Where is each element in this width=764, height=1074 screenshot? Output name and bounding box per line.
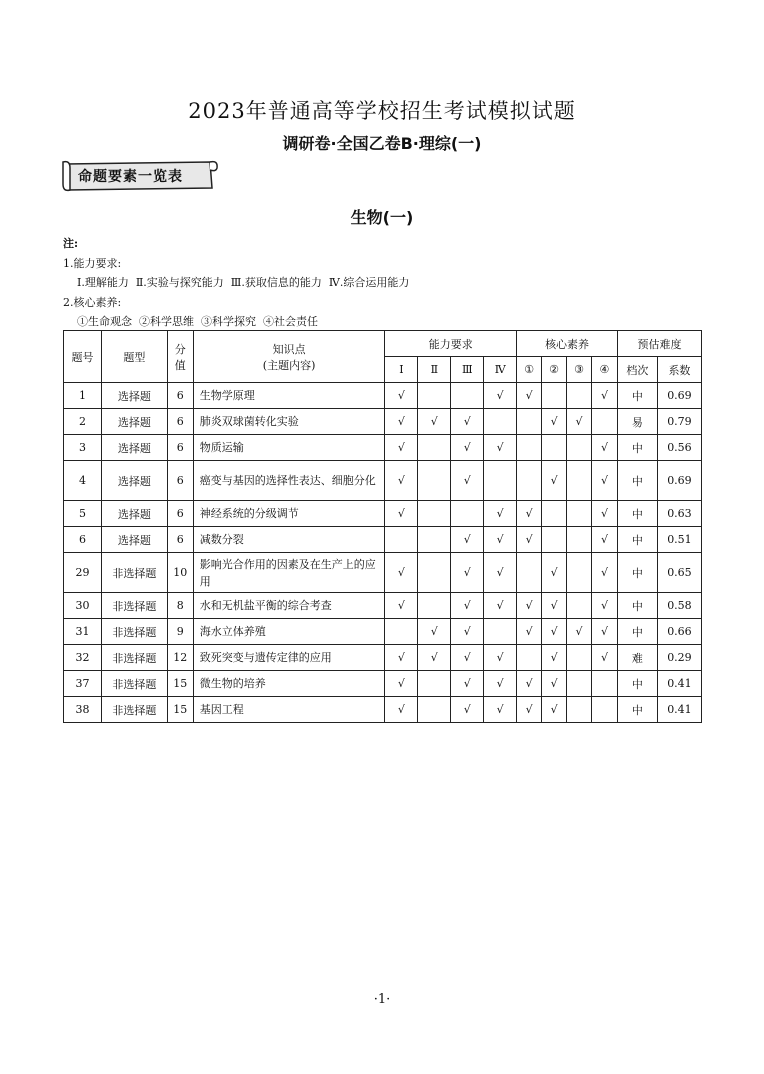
cell-coef: 0.69 (657, 461, 701, 501)
cell-core-2: √ (542, 461, 567, 501)
cell-core-1: √ (517, 383, 542, 409)
cell-num: 37 (64, 671, 102, 697)
cell-topic: 致死突变与遗传定律的应用 (193, 645, 385, 671)
ability-items: Ⅰ.理解能力 Ⅱ.实验与探究能力 Ⅲ.获取信息的能力 Ⅳ.综合运用能力 (77, 276, 410, 289)
cell-coef: 0.41 (657, 697, 701, 723)
header-topic-line2: (主题内容) (262, 358, 316, 372)
core-items: ①生命观念 ②科学思维 ③科学探究 ④社会责任 (77, 315, 318, 328)
cell-core-2 (542, 527, 567, 553)
cell-ability-4 (484, 619, 517, 645)
cell-ability-1 (385, 527, 418, 553)
cell-ability-2: √ (418, 409, 451, 435)
cell-ability-1: √ (385, 409, 418, 435)
cell-ability-4: √ (484, 593, 517, 619)
cell-ability-1: √ (385, 383, 418, 409)
header-ability-1: Ⅰ (385, 357, 418, 383)
cell-ability-3: √ (451, 435, 484, 461)
cell-ability-3: √ (451, 697, 484, 723)
table-row (64, 671, 702, 697)
cell-core-2: √ (542, 619, 567, 645)
cell-core-3 (567, 383, 592, 409)
table-row (64, 593, 702, 619)
cell-ability-4: √ (484, 697, 517, 723)
cell-ability-4 (484, 461, 517, 501)
cell-topic: 生物学原理 (193, 383, 385, 409)
cell-core-1: √ (517, 619, 542, 645)
cell-score: 9 (167, 619, 193, 645)
table-row (64, 501, 702, 527)
cell-ability-2: √ (418, 619, 451, 645)
cell-topic: 水和无机盐平衡的综合考查 (193, 593, 385, 619)
cell-coef: 0.79 (657, 409, 701, 435)
cell-ability-3 (451, 501, 484, 527)
cell-topic: 影响光合作用的因素及在生产上的应用 (193, 553, 385, 593)
cell-core-3 (567, 461, 592, 501)
core-title: 2.核心素养: (63, 295, 122, 309)
cell-ability-4: √ (484, 671, 517, 697)
cell-type: 选择题 (101, 527, 167, 553)
cell-ability-2 (418, 527, 451, 553)
cell-core-1 (517, 645, 542, 671)
cell-ability-2 (418, 461, 451, 501)
cell-ability-1: √ (385, 593, 418, 619)
cell-type: 非选择题 (101, 619, 167, 645)
cell-ability-2 (418, 593, 451, 619)
header-ability-4: Ⅳ (484, 357, 517, 383)
cell-core-1 (517, 461, 542, 501)
header-num: 题号 (64, 331, 102, 383)
cell-core-2: √ (542, 553, 567, 593)
cell-level: 易 (617, 409, 657, 435)
cell-type: 非选择题 (101, 671, 167, 697)
cell-ability-1: √ (385, 501, 418, 527)
cell-ability-2: √ (418, 645, 451, 671)
cell-coef: 0.63 (657, 501, 701, 527)
cell-num: 4 (64, 461, 102, 501)
cell-score: 6 (167, 383, 193, 409)
cell-coef: 0.51 (657, 527, 701, 553)
table-row (64, 619, 702, 645)
cell-core-1: √ (517, 593, 542, 619)
cell-level: 中 (617, 383, 657, 409)
cell-coef: 0.58 (657, 593, 701, 619)
cell-score: 8 (167, 593, 193, 619)
header-topic (193, 331, 385, 383)
header-core-1: ① (517, 357, 542, 383)
cell-ability-2 (418, 697, 451, 723)
cell-level: 中 (617, 553, 657, 593)
cell-topic: 海水立体养殖 (193, 619, 385, 645)
cell-type: 非选择题 (101, 645, 167, 671)
cell-core-3: √ (567, 409, 592, 435)
header-core-2: ② (542, 357, 567, 383)
cell-level: 中 (617, 671, 657, 697)
table-row (64, 645, 702, 671)
header-core-4: ④ (592, 357, 618, 383)
cell-score: 15 (167, 671, 193, 697)
cell-core-1: √ (517, 527, 542, 553)
cell-coef: 0.66 (657, 619, 701, 645)
cell-ability-1: √ (385, 671, 418, 697)
cell-num: 2 (64, 409, 102, 435)
cell-type: 选择题 (101, 501, 167, 527)
cell-level: 中 (617, 697, 657, 723)
cell-ability-3: √ (451, 593, 484, 619)
table-body (64, 383, 702, 723)
cell-ability-3: √ (451, 461, 484, 501)
cell-core-4: √ (592, 593, 618, 619)
cell-ability-3: √ (451, 645, 484, 671)
table-row (64, 461, 702, 501)
cell-coef: 0.41 (657, 671, 701, 697)
table-row (64, 409, 702, 435)
cell-ability-3: √ (451, 409, 484, 435)
header-topic-line1: 知识点 (272, 342, 306, 356)
cell-core-3 (567, 553, 592, 593)
cell-level: 中 (617, 461, 657, 501)
cell-core-2 (542, 435, 567, 461)
cell-core-2: √ (542, 409, 567, 435)
cell-core-4: √ (592, 501, 618, 527)
cell-level: 中 (617, 619, 657, 645)
subject-heading: 生物(一) (350, 208, 414, 227)
cell-ability-1: √ (385, 461, 418, 501)
header-ability: 能力要求 (385, 331, 517, 357)
cell-type: 非选择题 (101, 553, 167, 593)
cell-ability-3: √ (451, 619, 484, 645)
cell-level: 中 (617, 501, 657, 527)
cell-level: 难 (617, 645, 657, 671)
cell-ability-1: √ (385, 553, 418, 593)
cell-type: 选择题 (101, 435, 167, 461)
cell-ability-4: √ (484, 501, 517, 527)
cell-core-4 (592, 697, 618, 723)
cell-num: 30 (64, 593, 102, 619)
cell-num: 31 (64, 619, 102, 645)
header-ability-3: Ⅲ (451, 357, 484, 383)
cell-num: 38 (64, 697, 102, 723)
cell-ability-4: √ (484, 527, 517, 553)
notes-section (63, 234, 409, 332)
cell-core-2 (542, 501, 567, 527)
cell-core-2 (542, 383, 567, 409)
cell-type: 选择题 (101, 383, 167, 409)
table-row (64, 383, 702, 409)
cell-ability-3: √ (451, 527, 484, 553)
cell-ability-2 (418, 383, 451, 409)
page-subtitle: 调研卷·全国乙卷B·理综(一) (282, 134, 482, 153)
cell-core-2: √ (542, 671, 567, 697)
notes-label: 注: (63, 237, 79, 250)
cell-ability-1: √ (385, 697, 418, 723)
cell-topic: 肺炎双球菌转化实验 (193, 409, 385, 435)
cell-type: 选择题 (101, 409, 167, 435)
cell-core-4: √ (592, 619, 618, 645)
cell-core-4: √ (592, 553, 618, 593)
cell-type: 非选择题 (101, 697, 167, 723)
header-core: 核心素养 (517, 331, 618, 357)
table-row (64, 553, 702, 593)
cell-ability-4: √ (484, 645, 517, 671)
cell-topic: 癌变与基因的选择性表达、细胞分化 (193, 461, 385, 501)
cell-topic: 微生物的培养 (193, 671, 385, 697)
cell-core-1: √ (517, 501, 542, 527)
section-banner (60, 158, 220, 194)
cell-core-3 (567, 501, 592, 527)
cell-ability-3: √ (451, 553, 484, 593)
cell-ability-2 (418, 671, 451, 697)
cell-ability-2 (418, 501, 451, 527)
cell-ability-1 (385, 619, 418, 645)
cell-score: 10 (167, 553, 193, 593)
cell-topic: 物质运输 (193, 435, 385, 461)
cell-ability-1: √ (385, 645, 418, 671)
cell-core-2: √ (542, 593, 567, 619)
cell-ability-4 (484, 409, 517, 435)
cell-core-4 (592, 409, 618, 435)
banner-label: 命题要素一览表 (78, 169, 183, 185)
cell-core-4: √ (592, 527, 618, 553)
cell-type: 选择题 (101, 461, 167, 501)
header-score (167, 331, 193, 383)
cell-core-2: √ (542, 645, 567, 671)
cell-score: 6 (167, 527, 193, 553)
page-number: ·1· (373, 992, 391, 1007)
header-coef: 系数 (657, 357, 701, 383)
cell-score: 6 (167, 461, 193, 501)
cell-coef: 0.29 (657, 645, 701, 671)
cell-core-4: √ (592, 645, 618, 671)
cell-core-1 (517, 409, 542, 435)
question-table (63, 330, 702, 723)
cell-ability-4: √ (484, 553, 517, 593)
cell-topic: 减数分裂 (193, 527, 385, 553)
cell-core-3 (567, 671, 592, 697)
cell-ability-3 (451, 383, 484, 409)
cell-num: 5 (64, 501, 102, 527)
header-type: 题型 (101, 331, 167, 383)
header-difficulty: 预估难度 (617, 331, 701, 357)
cell-core-4 (592, 671, 618, 697)
cell-core-3 (567, 435, 592, 461)
header-level: 档次 (617, 357, 657, 383)
cell-num: 1 (64, 383, 102, 409)
cell-score: 6 (167, 501, 193, 527)
cell-core-1 (517, 553, 542, 593)
cell-num: 32 (64, 645, 102, 671)
cell-core-4: √ (592, 383, 618, 409)
cell-core-3: √ (567, 619, 592, 645)
cell-score: 12 (167, 645, 193, 671)
cell-core-3 (567, 527, 592, 553)
cell-core-3 (567, 593, 592, 619)
cell-ability-2 (418, 435, 451, 461)
table-row (64, 435, 702, 461)
cell-coef: 0.56 (657, 435, 701, 461)
cell-topic: 基因工程 (193, 697, 385, 723)
cell-core-1 (517, 435, 542, 461)
cell-ability-4: √ (484, 383, 517, 409)
cell-num: 29 (64, 553, 102, 593)
header-score-line1: 分 (174, 342, 186, 356)
cell-ability-1: √ (385, 435, 418, 461)
cell-level: 中 (617, 527, 657, 553)
cell-score: 6 (167, 435, 193, 461)
cell-coef: 0.69 (657, 383, 701, 409)
cell-core-4: √ (592, 461, 618, 501)
table-row (64, 527, 702, 553)
cell-core-4: √ (592, 435, 618, 461)
cell-level: 中 (617, 435, 657, 461)
ability-title: 1.能力要求: (63, 256, 122, 270)
cell-ability-2 (418, 553, 451, 593)
cell-score: 15 (167, 697, 193, 723)
cell-topic: 神经系统的分级调节 (193, 501, 385, 527)
cell-level: 中 (617, 593, 657, 619)
cell-core-3 (567, 697, 592, 723)
table-row (64, 697, 702, 723)
cell-core-1: √ (517, 697, 542, 723)
cell-num: 6 (64, 527, 102, 553)
cell-ability-4: √ (484, 435, 517, 461)
cell-ability-3: √ (451, 671, 484, 697)
cell-core-2: √ (542, 697, 567, 723)
header-ability-2: Ⅱ (418, 357, 451, 383)
cell-core-1: √ (517, 671, 542, 697)
cell-type: 非选择题 (101, 593, 167, 619)
page-title: 2023年普通高等学校招生考试模拟试题 (188, 99, 576, 123)
cell-score: 6 (167, 409, 193, 435)
header-core-3: ③ (567, 357, 592, 383)
cell-core-3 (567, 645, 592, 671)
cell-num: 3 (64, 435, 102, 461)
header-score-line2: 值 (174, 358, 186, 372)
cell-coef: 0.65 (657, 553, 701, 593)
